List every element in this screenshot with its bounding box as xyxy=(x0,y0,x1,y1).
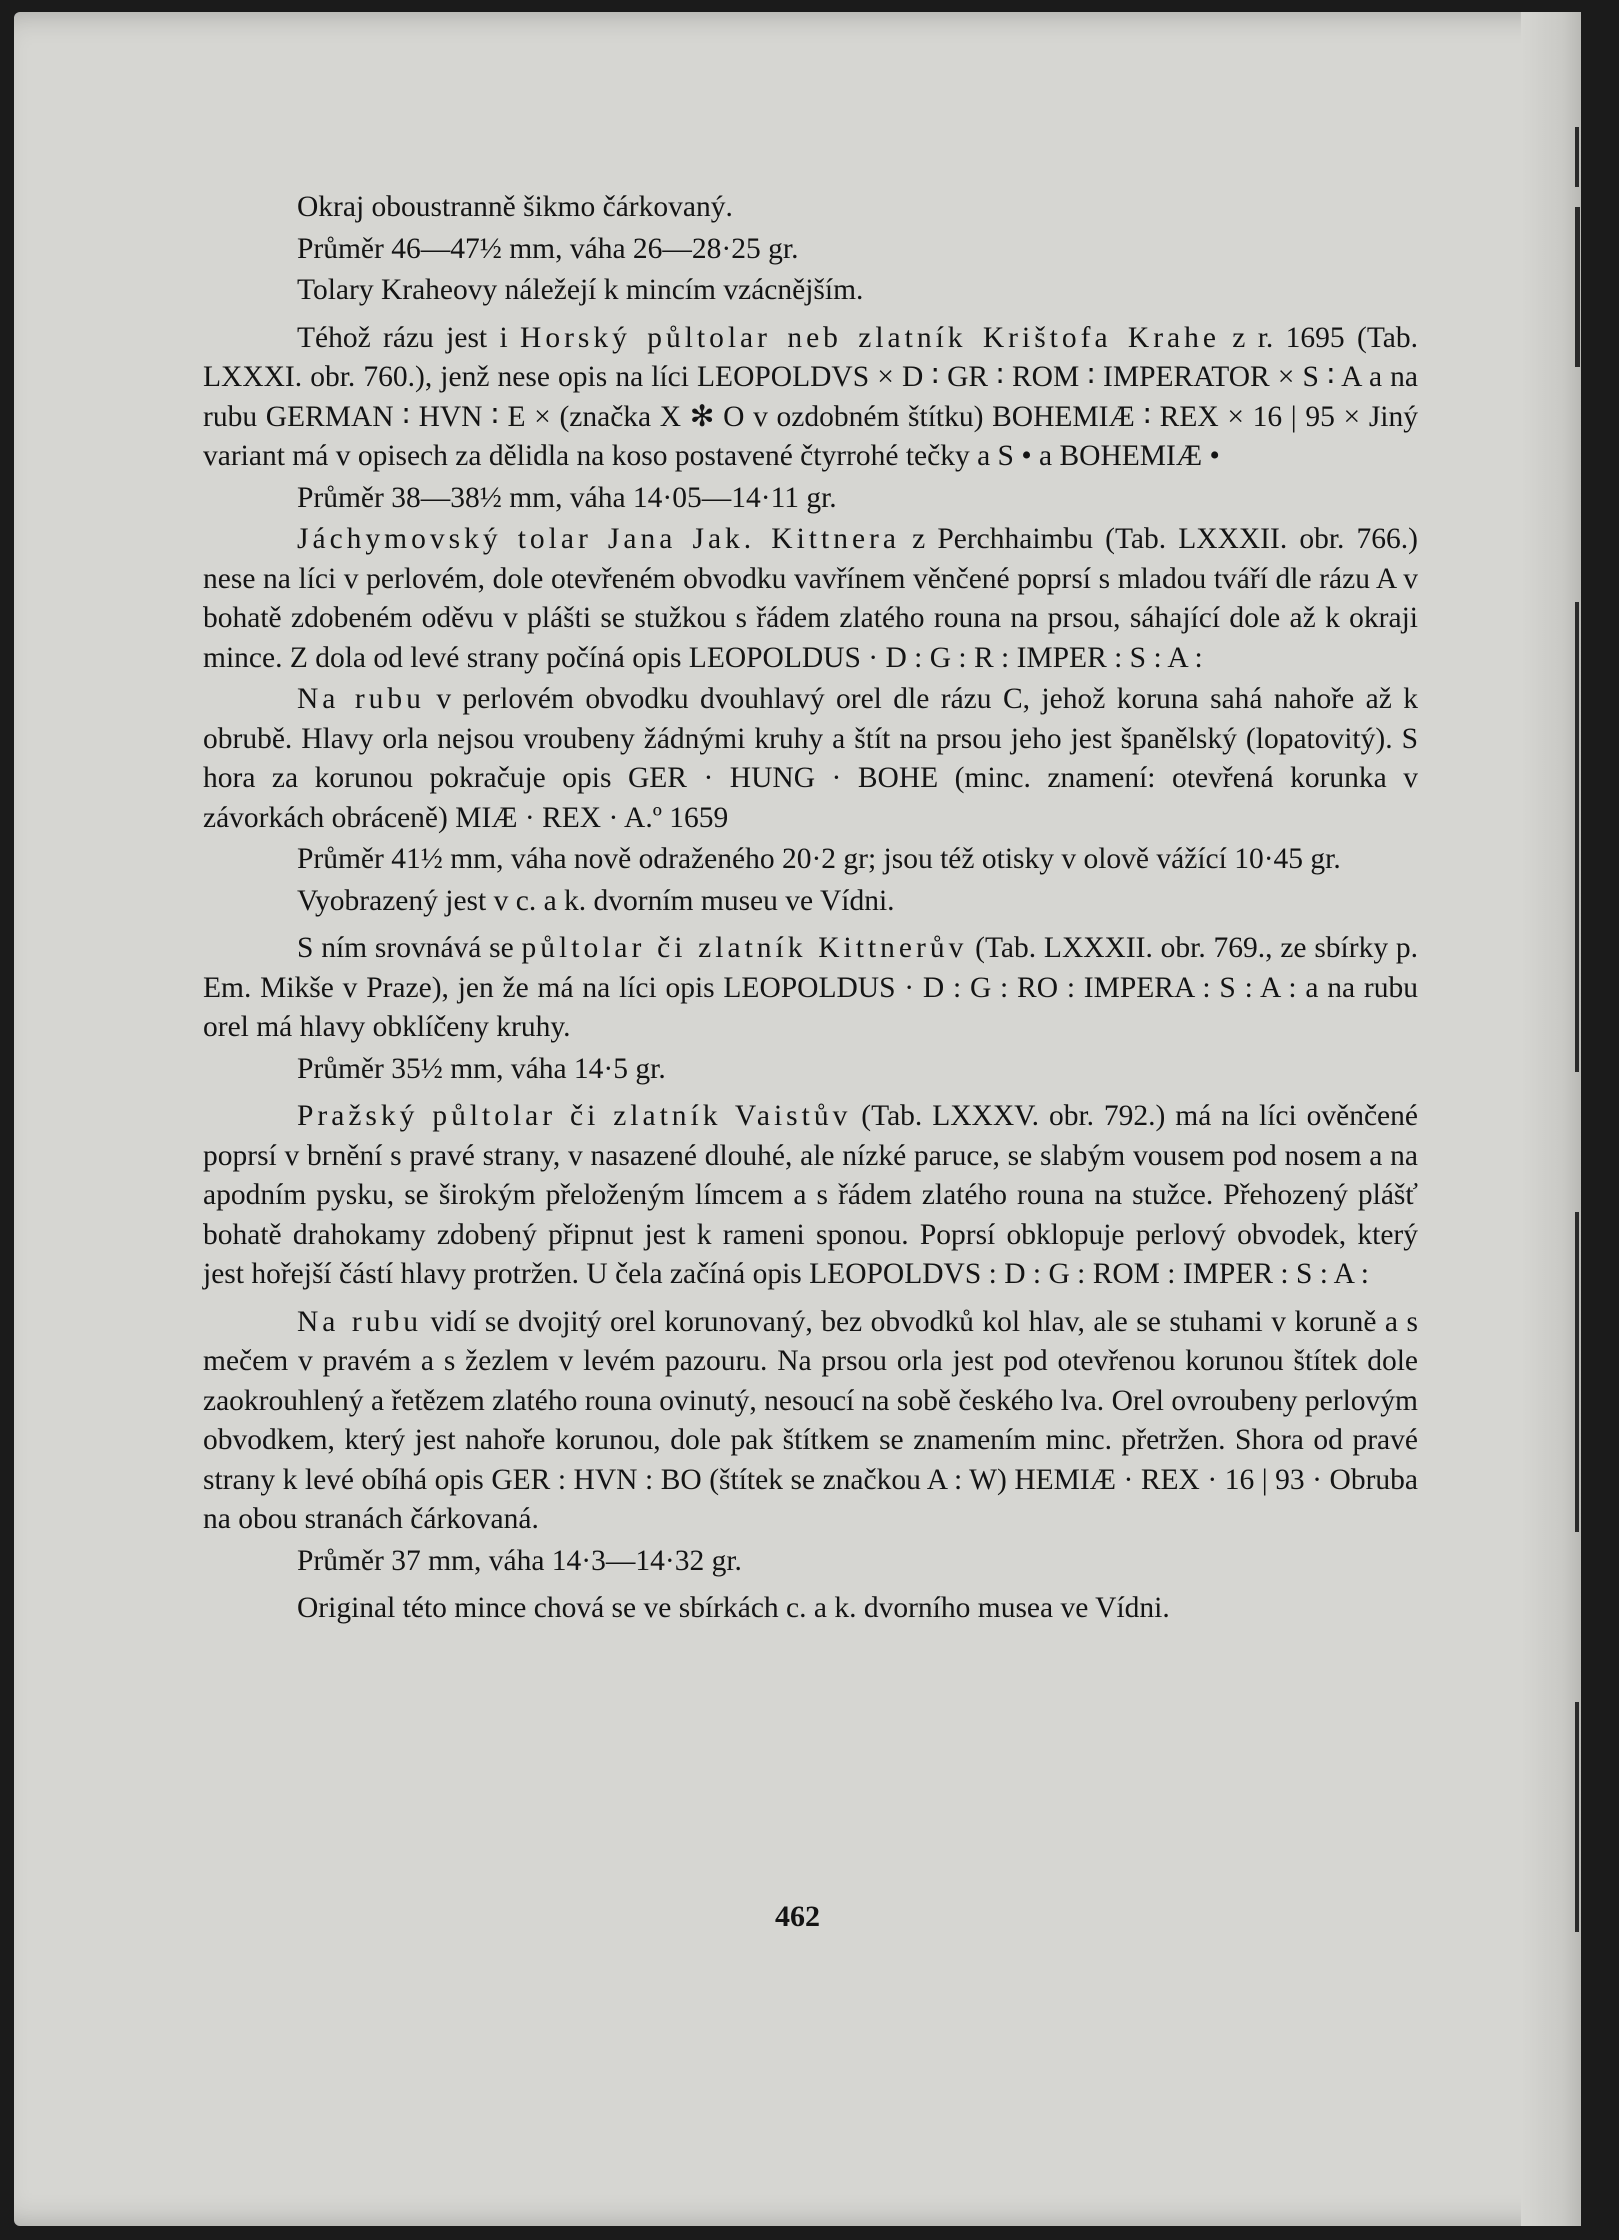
paragraph: Original této mince chová se ve sbírkách c. a k. dvorního musea ve Vídni. xyxy=(297,1592,1170,1624)
paragraph: S ním srovnává se půltolar či zlatník Kittnerův (Tab. LXXXII. obr. 769., ze sbírky p. Em. Mikše v Praze), jen že má na líci opis LEOPOLDUS · D : G : RO : IMPERA : S : A : a na rubu orel má hlavy obklíčeny kruhy. xyxy=(203,932,1418,1043)
paragraph: Pražský půltolar či zlatník Vaistův (Tab. LXXXV. obr. 792.) má na líci ověnčené poprsí v brnění s pravé strany, v nasazené dlouhé, ale nízké paruce, se slabým vousem pod nosem a na apodním pysku, se širokým přeloženým límcem a s řádem zlatého rouna na stužce. Přehozený plášť bohatě drahokamy zdobený připnut jest k rameni sponou. Poprsí obklopuje perlový obvodek, který jest hořejší částí hlavy protržen. U čela začíná opis LEOPOLDVS : D : G : ROM : IMPER : S : A : xyxy=(203,1100,1418,1290)
paragraph: Na rubu vidí se dvojitý orel korunovaný, bez obvodků kol hlav, ale se stuhami v koruně a s mečem v pravém a s žezlem v levém pazouru. Na prsou orla jest pod otevřenou korunou štítek dole zaokrouhlený a řetězem zlatého rouna ovinutý, nesoucí na sobě českého lva. Orel ovroubeny perlovým obvodkem, který jest nahoře korunou, dole pak štítkem se znamením minc. přetržen. Shora od pravé strany k levé obíhá opis GER : HVN : BO (štítek se značkou A : W) HEMIÆ · REX · 16 | 93 · Obruba na obou stranách čárkovaná. xyxy=(203,1305,1418,1535)
paragraph: Vyobrazený jest v c. a k. dvorním museu ve Vídni. xyxy=(297,884,895,917)
paragraph: Tolary Kraheovy náležejí k mincím vzácnějším. xyxy=(297,274,864,306)
paragraph: Jáchymovský tolar Jana Jak. Kittnera z Perchhaimbu (Tab. LXXXII. obr. 766.) nese na líci v perlovém, dole otevřeném obvodku vavřínem věnčené poprsí s mladou tváří dle rázu A v bohatě zdobeném oděvu v plášti se stužkou s řádem zlatého rouna na prsou, sáhající dole až k okraji mince. Z dola od levé strany počíná opis LEOPOLDUS · D : G : R : IMPER : S : A : xyxy=(203,523,1418,674)
page-edge-shadow xyxy=(1521,12,1581,2226)
body-text xyxy=(203,188,1418,1631)
page-number: 462 xyxy=(775,1900,820,1933)
margin-mark xyxy=(1575,127,1579,187)
margin-mark xyxy=(1575,602,1579,1072)
paragraph: Průměr 46—47½ mm, váha 26—28·25 gr. xyxy=(297,232,799,265)
paragraph: Okraj oboustranně šikmo čárkovaný. xyxy=(297,191,733,223)
paragraph: Průměr 35½ mm, váha 14·5 gr. xyxy=(297,1052,666,1085)
paragraph: Průměr 41½ mm, váha nově odraženého 20·2 gr; jsou též otisky v olově vážící 10·45 gr. xyxy=(297,843,1341,875)
paragraph: Průměr 37 mm, váha 14·3—14·32 gr. xyxy=(297,1544,742,1577)
paragraph: Téhož rázu jest i Horský půltolar neb zlatník Krištofa Krahe z r. 1695 (Tab. LXXXI. obr. 760.), jenž nese opis na líci LEOPOLDVS × D ∶ GR ∶ ROM ∶ IMPERATOR × S ∶ A a na rubu GERMAN ∶ HVN ∶ E × (značka X ✻ O v ozdobném štítku) BOHEMIÆ ∶ REX × 16 | 95 × Jiný variant má v opisech za dělidla na koso postavené čtyrrohé tečky a S • a BOHEMIÆ • xyxy=(203,321,1418,472)
paragraph: Na rubu v perlovém obvodku dvouhlavý orel dle rázu C, jehož koruna sahá nahoře až k obrubě. Hlavy orla nejsou vroubeny žádnými kruhy a štít na prsou jeho jest španělský (lopatovitý). S hora za korunou pokračuje opis GER · HUNG · BOHE (minc. znamení: otevřená korunka v závorkách obráceně) MIÆ · REX · A.º 1659 xyxy=(203,683,1418,834)
margin-mark xyxy=(1575,207,1580,367)
margin-mark xyxy=(1575,1702,1579,1932)
scanned-page xyxy=(14,12,1581,2226)
paragraph: Průměr 38—38½ mm, váha 14·05—14·11 gr. xyxy=(297,481,837,514)
margin-mark xyxy=(1575,1212,1579,1532)
